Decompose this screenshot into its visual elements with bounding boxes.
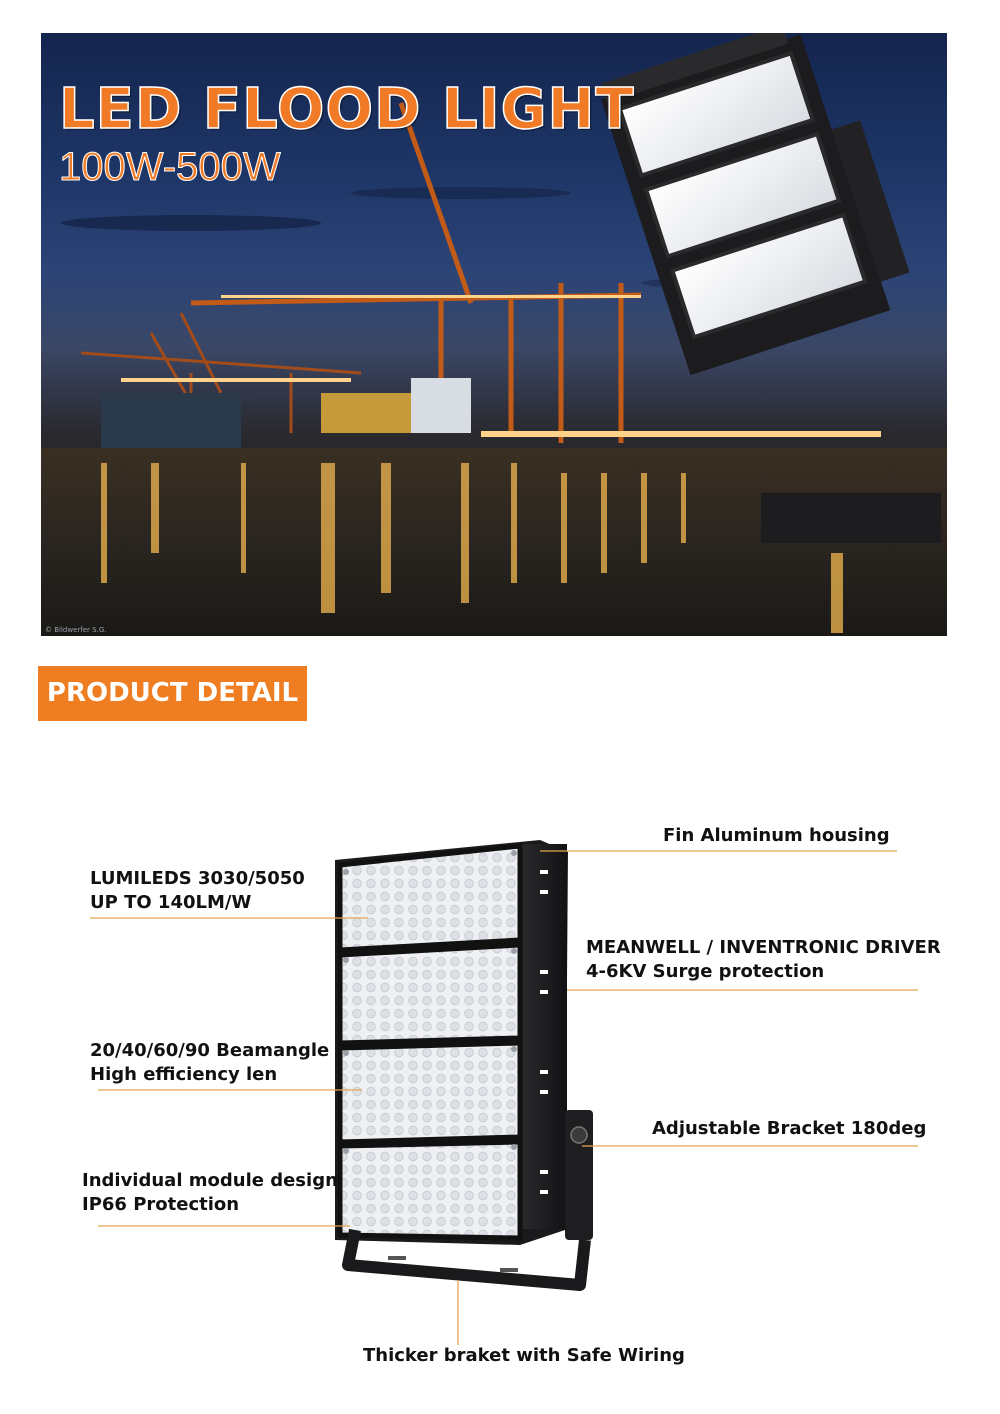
callout-beam xyxy=(90,1039,329,1087)
image-credit: © Bildwerfer S.G. xyxy=(45,626,107,634)
callout-module xyxy=(82,1169,338,1217)
callout-beam-line2: High efficiency len xyxy=(90,1064,278,1085)
banner-subtitle: 100W-500W xyxy=(59,145,281,189)
callout-lumileds-line1: LUMILEDS 3030/5050 xyxy=(90,868,305,889)
callout-module-line2: IP66 Protection xyxy=(82,1194,240,1215)
callout-lumileds xyxy=(90,867,305,915)
callout-module-line1: Individual module design xyxy=(82,1170,338,1191)
callout-driver xyxy=(586,936,941,984)
product-detail-heading: PRODUCT DETAIL xyxy=(38,666,307,721)
callout-beam-line1: 20/40/60/90 Beamangle xyxy=(90,1040,330,1061)
callout-housing xyxy=(663,824,890,848)
banner-floodlight xyxy=(596,33,919,375)
callout-wiring xyxy=(363,1344,685,1368)
callout-driver-line2: 4-6KV Surge protection xyxy=(586,961,825,982)
banner-title: LED FLOOD LIGHT xyxy=(59,77,635,142)
callout-wiring-text: Thicker braket with Safe Wiring xyxy=(363,1345,685,1366)
product-detail-diagram xyxy=(0,760,1000,1414)
callout-bracket-text: Adjustable Bracket 180deg xyxy=(652,1118,927,1139)
callout-lumileds-line2: UP TO 140LM/W xyxy=(90,892,252,913)
hero-banner xyxy=(41,33,947,636)
callout-housing-text: Fin Aluminum housing xyxy=(663,825,890,846)
callout-bracket xyxy=(652,1117,926,1141)
callout-driver-line1: MEANWELL / INVENTRONIC DRIVER xyxy=(586,937,941,958)
floodlight-illustration xyxy=(0,760,1000,1414)
